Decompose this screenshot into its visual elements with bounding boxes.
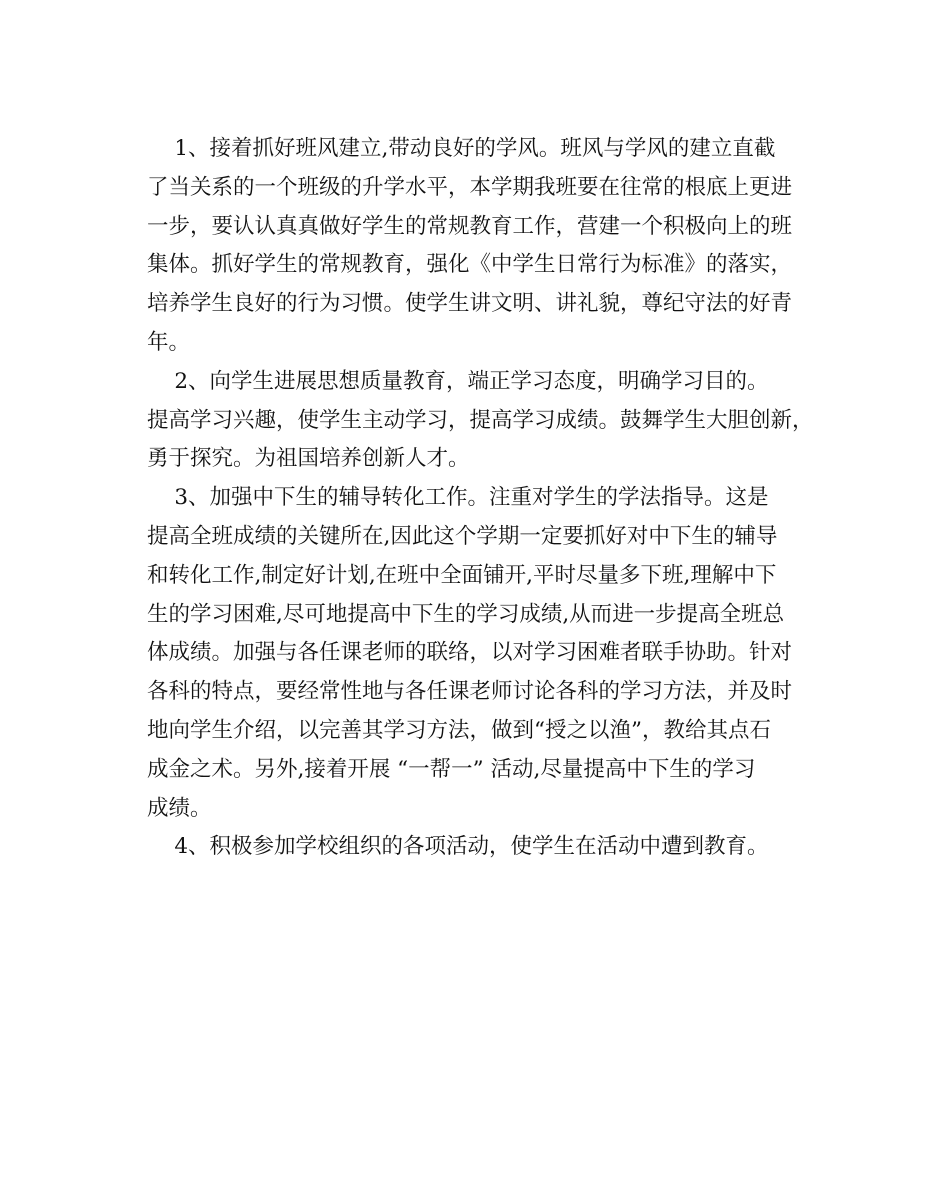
text-line: 成金之术。另外,接着开展 “一帮一” 活动,尽量提高中下生的学习 [147, 756, 756, 782]
text-line: 体成绩。加强与各任课老师的联络，以对学习困难者联手协助。针对 [147, 640, 793, 666]
text-line: 各科的特点，要经常性地与各任课老师讨论各科的学习方法，并及时 [147, 679, 793, 705]
text-line: 成绩。 [147, 795, 212, 821]
text-line: 4、积极参加学校组织的各项活动，使学生在活动中遭到教育。 [147, 834, 769, 860]
text-line: 1、接着抓好班风建立,带动良好的学风。班风与学风的建立直截 [147, 136, 776, 161]
text-line: 生的学习困难,尽可地提高中下生的学习成绩,从而进一步提高全班总 [147, 601, 785, 627]
text-line: 集体。抓好学生的常规教育，强化《中学生日常行为标准》的落实， [147, 252, 793, 278]
text-line: 3、加强中下生的辅导转化工作。注重对学生的学法指导。这是 [147, 485, 769, 511]
text-line: 提高全班成绩的关键所在,因此这个学期一定要抓好对中下生的辅导 [147, 523, 778, 549]
document-body [147, 130, 814, 867]
text-line: 和转化工作,制定好计划,在班中全面铺开,平时尽量多下班,理解中下 [147, 562, 777, 588]
text-line: 一步，要认认真真做好学生的常规教育工作，营建一个积极向上的班 [147, 213, 793, 239]
text-line: 勇于探究。为祖国培养创新人才。 [147, 446, 470, 472]
text-line: 2、向学生进展思想质量教育，端正学习态度，明确学习目的。 [147, 368, 769, 394]
text-line: 地向学生介绍，以完善其学习方法，做到“授之以渔”，教给其点石 [147, 717, 771, 743]
text-line: 了当关系的一个班级的升学水平，本学期我班要在往常的根底上更进 [147, 174, 793, 200]
text-line: 提高学习兴趣，使学生主动学习，提高学习成绩。鼓舞学生大胆创新， [147, 407, 814, 433]
text-line: 培养学生良好的行为习惯。使学生讲文明、讲礼貌，尊纪守法的好青 [147, 291, 793, 317]
text-line: 年。 [147, 329, 191, 355]
